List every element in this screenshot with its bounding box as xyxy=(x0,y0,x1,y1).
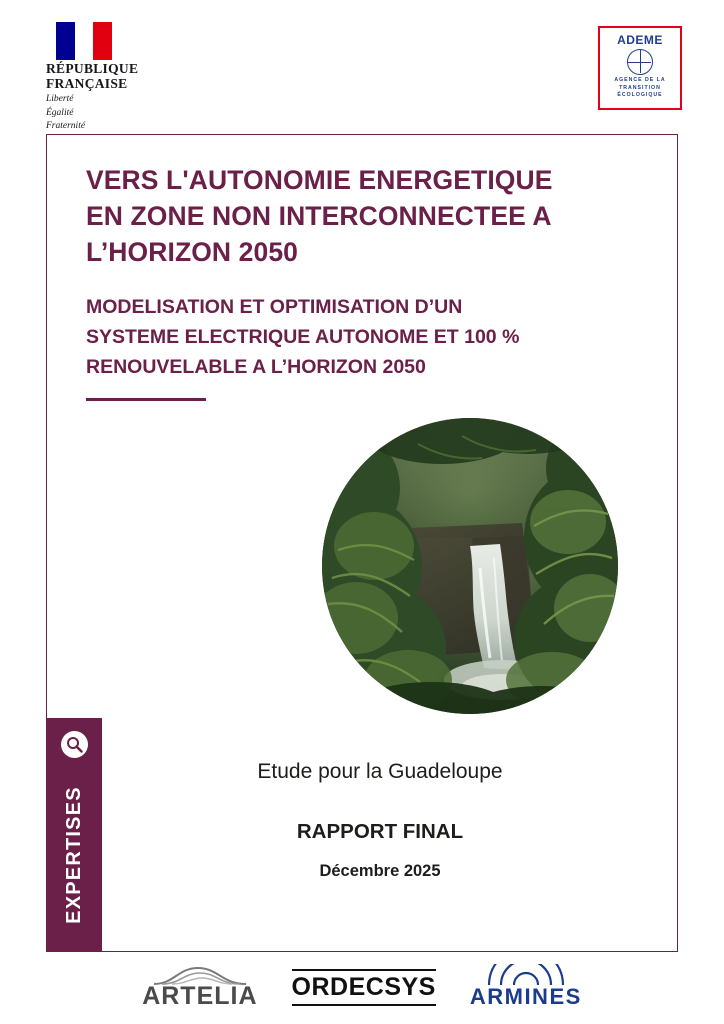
ademe-sub-line2: TRANSITION xyxy=(619,84,661,91)
cover-caption-block xyxy=(120,758,640,881)
page-subtitle-line1: MODELISATION ET OPTIMISATION D’UN xyxy=(86,296,463,318)
republic-motto-fraternite: Fraternité xyxy=(46,121,86,131)
cover-photo xyxy=(322,418,618,714)
ordecsys-label: ORDECSYS xyxy=(292,969,436,1006)
republic-motto-liberte: Liberté xyxy=(46,94,74,104)
republic-motto-egalite: Égalité xyxy=(46,107,74,118)
partner-logo-armines xyxy=(470,964,582,1010)
partner-logo-artelia xyxy=(142,964,257,1011)
waterfall-rainforest-photo xyxy=(322,418,618,714)
ademe-sub-line1: AGENCE DE LA xyxy=(614,77,666,83)
page-header xyxy=(0,0,724,131)
expertises-label: EXPERTISES xyxy=(62,786,85,924)
ademe-sub-line3: ÉCOLOGIQUE xyxy=(617,92,663,98)
republique-francaise-logo xyxy=(46,22,226,132)
page-title-line1: VERS L'AUTONOMIE ENERGETIQUE xyxy=(86,165,553,195)
globe-icon xyxy=(627,49,653,75)
cover-title-block xyxy=(86,162,646,401)
report-type: RAPPORT FINAL xyxy=(296,820,464,843)
republic-line2: FRANÇAISE xyxy=(46,75,128,91)
page-subtitle-line3: RENOUVELABLE A L’HORIZON 2050 xyxy=(86,356,426,378)
partner-logo-ordecsys xyxy=(292,969,436,1006)
french-flag-icon xyxy=(56,22,112,60)
page-title-line2: EN ZONE NON INTERCONNECTEE A xyxy=(86,201,552,231)
armines-arc-icon xyxy=(483,964,569,986)
page-subtitle-line2: SYSTEME ELECTRIQUE AUTONOME ET 100 % xyxy=(86,326,520,348)
ademe-logo xyxy=(598,26,682,110)
partner-logos xyxy=(46,956,678,1018)
page-title-line3: L’HORIZON 2050 xyxy=(86,237,298,267)
title-divider xyxy=(86,398,206,401)
report-date: Décembre 2025 xyxy=(319,862,441,880)
artelia-label: ARTELIA xyxy=(142,981,258,1010)
armines-label: ARMINES xyxy=(469,984,582,1009)
study-subject: Etude pour la Guadeloupe xyxy=(257,760,503,783)
republic-line1: RÉPUBLIQUE xyxy=(46,61,139,76)
ademe-name: ADEME xyxy=(617,33,663,47)
expertises-tab xyxy=(46,718,102,952)
